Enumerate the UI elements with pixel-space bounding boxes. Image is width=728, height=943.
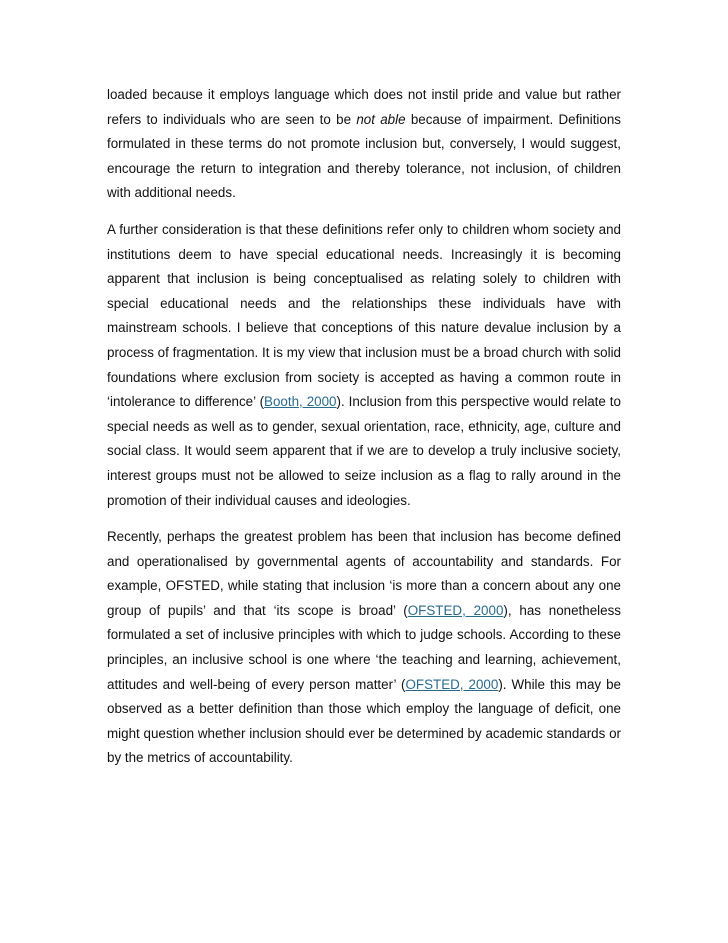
paragraph-text: Recently, perhaps the greatest problem has been that inclusion has become defined and operationalised by governmental agents of accountability and standards. For example, OFSTED, while stating that inclusion ‘is more than a concern about any one group of pupils’ and that ‘its scope is broad’ (	[107, 529, 621, 618]
citation-link-ofsted-1[interactable]: OFSTED, 2000	[407, 602, 504, 618]
paragraph-text: loaded because it employs language which does not instil pride and value but rather refers to individuals who are seen to be	[107, 87, 621, 127]
paragraph-text: ), has nonetheless formulated a set of inclusive principles with which to judge schools. According to these principles, an inclusive school is one where ‘the teaching and learning, achievement, attitudes and well-being of every person matter’ (	[107, 602, 621, 692]
paragraph-text: ). Inclusion from this perspective would relate to special needs as well as to gender, sexual orientation, race, ethnicity, age, culture and social class. It would seem apparent that if we are to develop a truly inclusive society, interest groups must not be allowed to seize inclusion as a flag to rally around in the promotion of their individual causes and ideologies.	[107, 394, 621, 508]
paragraph-1	[107, 83, 621, 206]
paragraph-text: because of impairment. Definitions formulated in these terms do not promote inclusion but, conversely, I would suggest, encourage the return to integration and thereby tolerance, not inclusion, of children with additional needs.	[107, 111, 621, 201]
paragraph-text: ). While this may be observed as a better definition than those which employ the language of deficit, one might question whether inclusion should ever be determined by academic standards or by the metrics of accountability.	[107, 676, 621, 766]
paragraph-3	[107, 525, 621, 771]
document-page	[107, 83, 621, 783]
paragraph-2	[107, 218, 621, 513]
paragraph-text: A further consideration is that these definitions refer only to children whom society and institutions deem to have special educational needs. Increasingly it is becoming apparent that inclusion is being conceptualised as relating solely to children with special educational needs and the relationships these individuals have with mainstream schools. I believe that conceptions of this nature devalue inclusion by a process of fragmentation. It is my view that inclusion must be a broad church with solid foundations where exclusion from society is accepted as having a common route in ‘intolerance to difference’ (	[107, 221, 621, 410]
emphasis-text: not able	[356, 111, 406, 127]
citation-link-booth[interactable]: Booth, 2000	[264, 394, 337, 410]
citation-link-ofsted-2[interactable]: OFSTED, 2000	[405, 676, 499, 692]
